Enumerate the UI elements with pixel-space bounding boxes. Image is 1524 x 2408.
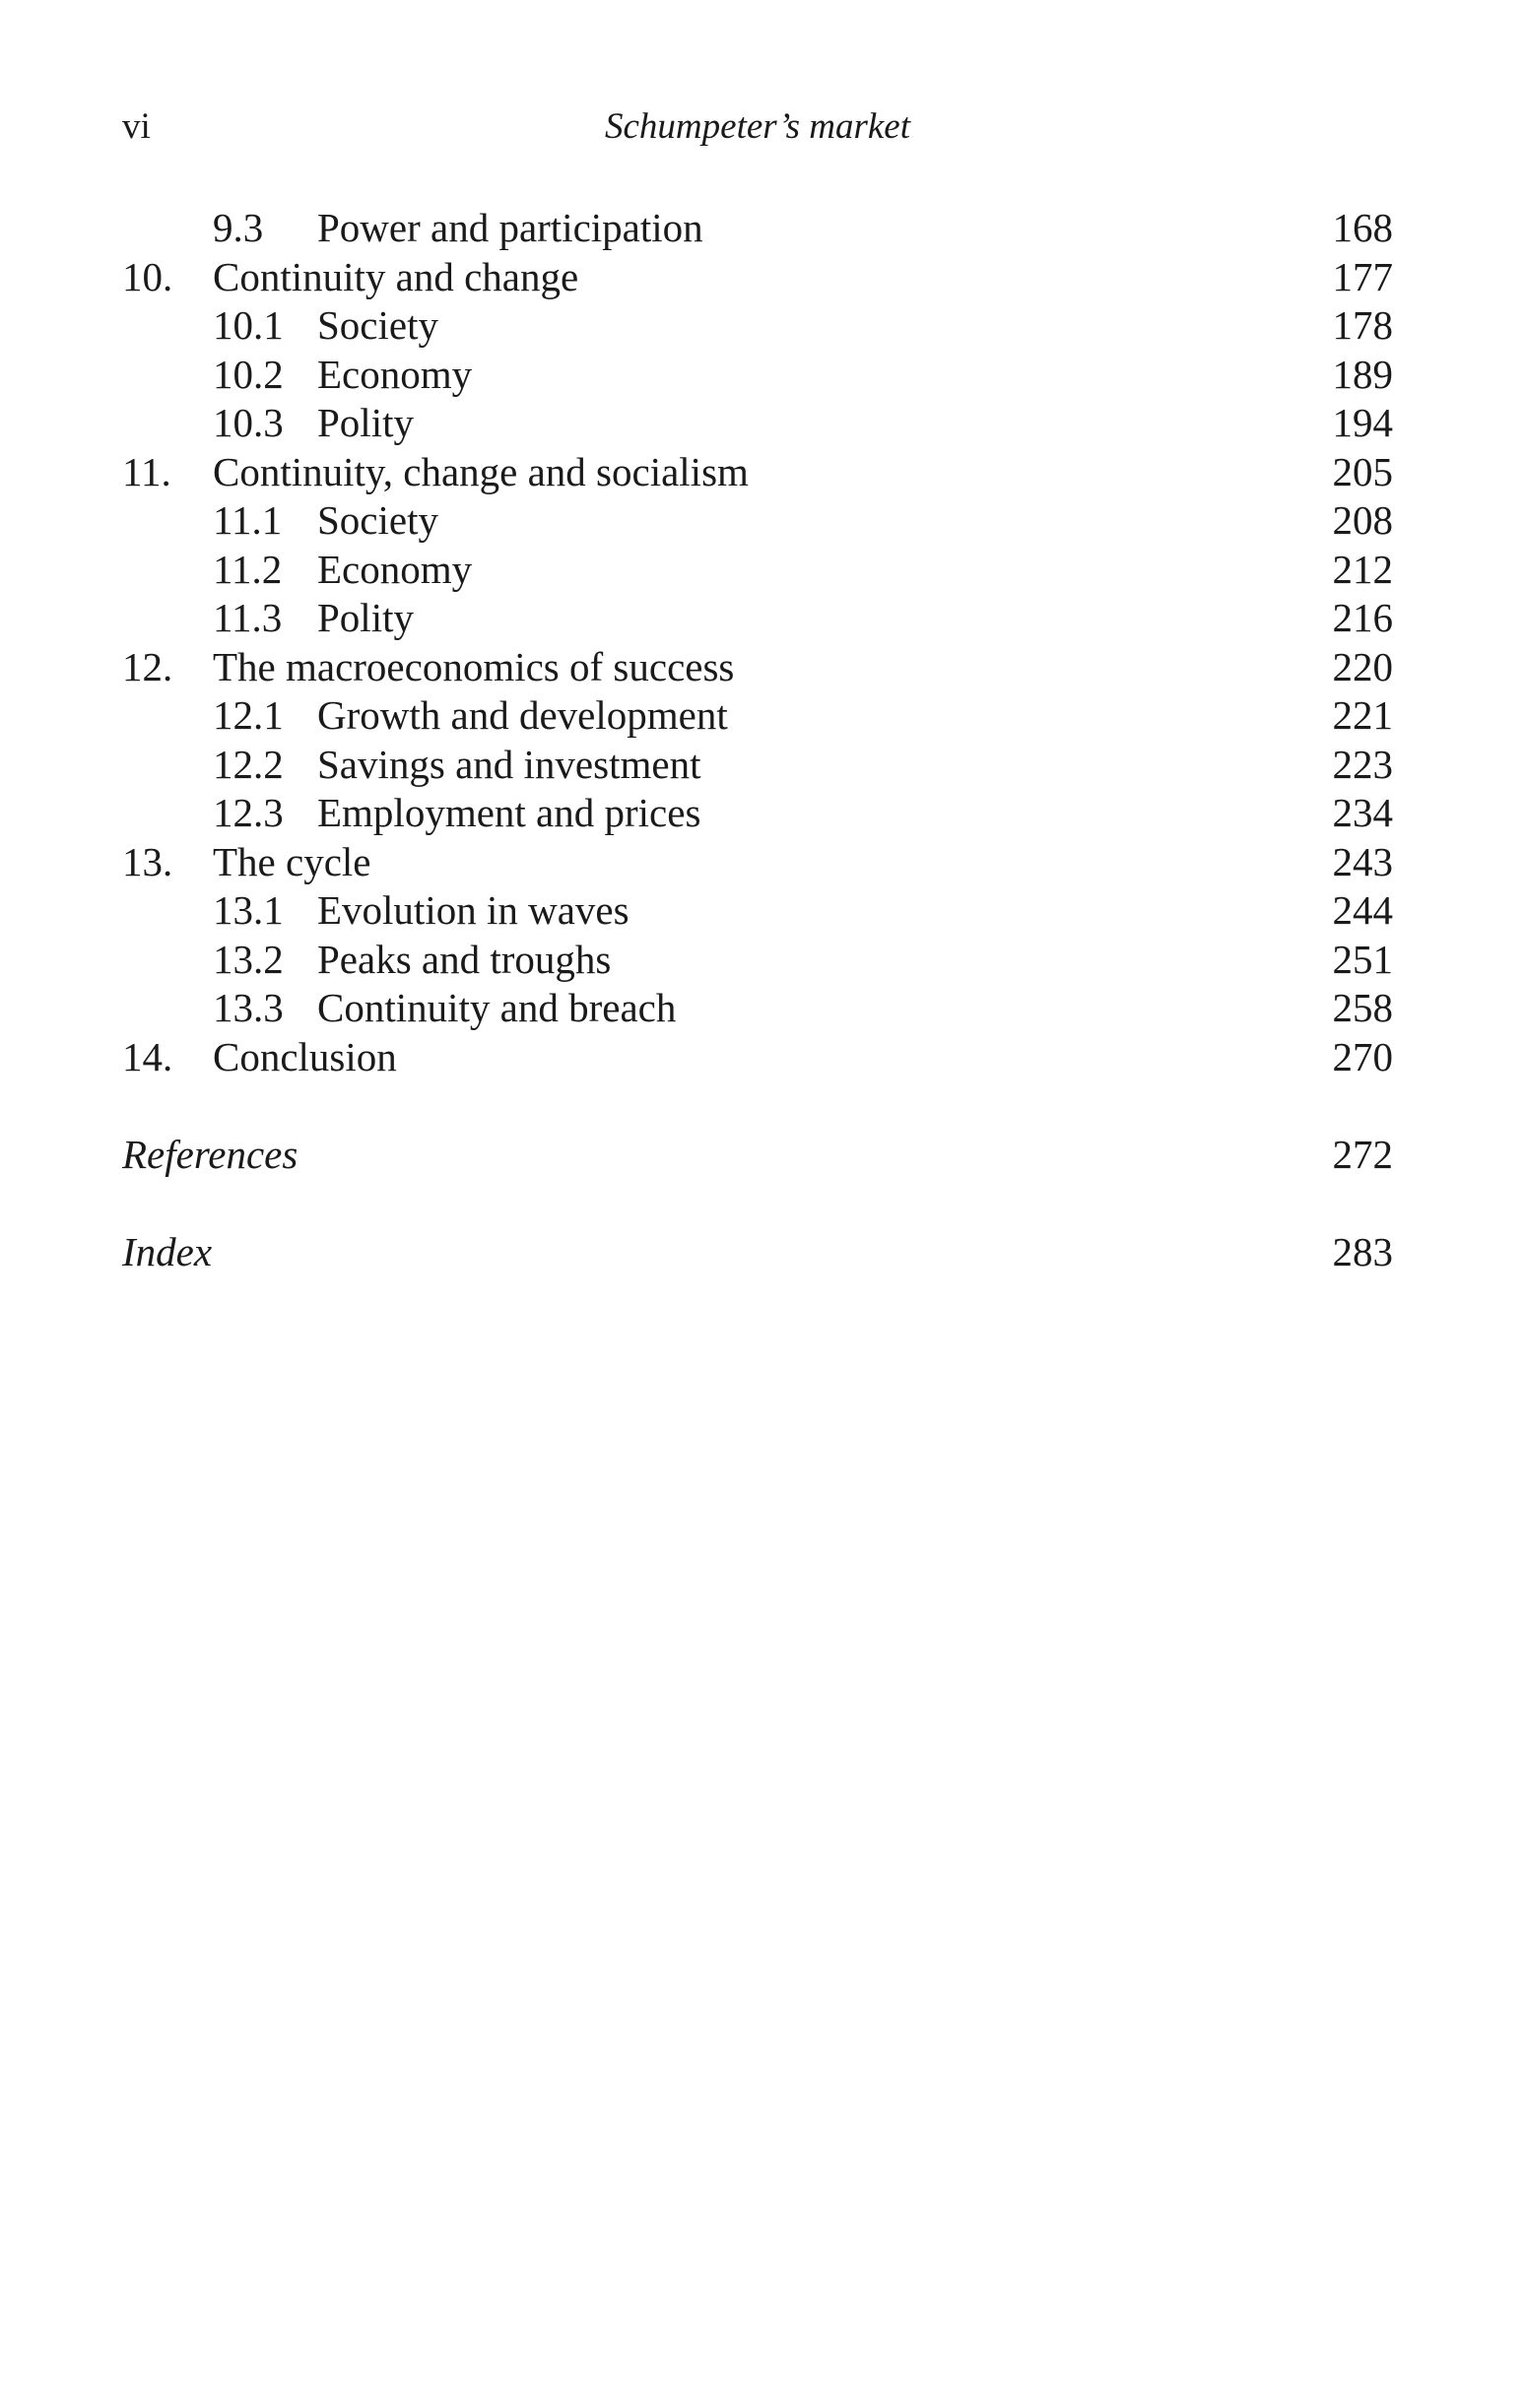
toc-page: 220 (1332, 643, 1393, 689)
toc-spacer (122, 1179, 1393, 1228)
toc-title: Continuity and breach (317, 985, 677, 1030)
toc-entry-11-3[interactable] (122, 594, 1393, 643)
toc-references[interactable] (122, 1131, 1393, 1180)
toc-number: 12.1 (213, 692, 284, 738)
toc-page: 208 (1332, 497, 1393, 543)
toc-title: Economy (317, 546, 473, 592)
toc-title: Employment and prices (317, 790, 701, 835)
toc-title: The cycle (213, 838, 371, 884)
toc-title: Peaks and troughs (317, 936, 612, 982)
toc-chapter-10[interactable] (122, 253, 1393, 302)
running-head (122, 102, 1393, 152)
toc-chapter-13[interactable] (122, 838, 1393, 887)
toc-number: 13.2 (213, 936, 284, 982)
toc-entry-11-1[interactable] (122, 496, 1393, 546)
toc-title: Polity (317, 400, 414, 445)
toc-number: 11.1 (213, 497, 283, 543)
toc-page: 251 (1332, 936, 1393, 982)
toc-title: Power and participation (317, 205, 703, 250)
toc-title: Society (317, 497, 438, 543)
toc-title: Conclusion (213, 1033, 397, 1079)
folio: vi (122, 106, 151, 147)
toc-title: Continuity, change and socialism (213, 448, 749, 494)
toc-number: 12.3 (213, 790, 284, 835)
toc-entry-13-2[interactable] (122, 936, 1393, 985)
toc-number: 11. (122, 448, 171, 494)
toc-title: Polity (317, 595, 414, 640)
toc-page: 194 (1332, 400, 1393, 445)
toc-entry-10-1[interactable] (122, 301, 1393, 351)
toc-title: Index (122, 1228, 213, 1274)
toc-page: 244 (1332, 887, 1393, 933)
toc-chapter-12[interactable] (122, 643, 1393, 692)
toc-page: 270 (1332, 1033, 1393, 1079)
toc-title: Growth and development (317, 692, 728, 738)
toc-entry-11-2[interactable] (122, 546, 1393, 595)
toc-entry-10-2[interactable] (122, 351, 1393, 400)
toc-page: 177 (1332, 253, 1393, 299)
toc-page: 168 (1332, 205, 1393, 250)
toc-title: Society (317, 302, 438, 348)
toc-number: 14. (122, 1033, 173, 1079)
toc-page: 243 (1332, 838, 1393, 884)
toc-entry-12-2[interactable] (122, 741, 1393, 790)
toc-title: Continuity and change (213, 253, 579, 299)
toc-number: 12.2 (213, 741, 284, 787)
toc-page: 212 (1332, 546, 1393, 592)
toc-number: 13.1 (213, 887, 284, 933)
toc-title: References (122, 1131, 298, 1177)
toc-page: 223 (1332, 741, 1393, 787)
toc-entry-12-1[interactable] (122, 691, 1393, 741)
toc-page: 283 (1332, 1228, 1393, 1274)
toc-page: 205 (1332, 448, 1393, 494)
toc-page: 221 (1332, 692, 1393, 738)
toc-page: 216 (1332, 595, 1393, 640)
toc-page: 272 (1332, 1131, 1393, 1177)
toc-number: 13.3 (213, 985, 284, 1030)
toc-title: Evolution in waves (317, 887, 629, 933)
toc-entry-13-3[interactable] (122, 984, 1393, 1033)
toc-chapter-14[interactable] (122, 1033, 1393, 1082)
toc-index[interactable] (122, 1228, 1393, 1277)
toc-number: 9.3 (213, 205, 264, 250)
toc-number: 10.3 (213, 400, 284, 445)
toc-entry-10-3[interactable] (122, 399, 1393, 448)
toc-title: Economy (317, 351, 473, 397)
toc-number: 11.3 (213, 595, 283, 640)
toc-spacer (122, 1081, 1393, 1131)
toc-entry-9-3[interactable] (122, 204, 1393, 253)
toc-entry-13-1[interactable] (122, 886, 1393, 936)
toc-page: 234 (1332, 790, 1393, 835)
running-title: Schumpeter’s market (605, 106, 910, 147)
toc-number: 10. (122, 253, 173, 299)
toc-entry-12-3[interactable] (122, 789, 1393, 838)
table-of-contents (122, 204, 1393, 1276)
toc-page: 258 (1332, 985, 1393, 1030)
toc-chapter-11[interactable] (122, 448, 1393, 497)
toc-title: The macroeconomics of success (213, 643, 735, 689)
toc-page: 189 (1332, 351, 1393, 397)
toc-number: 13. (122, 838, 173, 884)
toc-page: 178 (1332, 302, 1393, 348)
toc-number: 12. (122, 643, 173, 689)
toc-number: 10.1 (213, 302, 284, 348)
toc-number: 10.2 (213, 351, 284, 397)
toc-number: 11.2 (213, 546, 283, 592)
toc-title: Savings and investment (317, 741, 701, 787)
